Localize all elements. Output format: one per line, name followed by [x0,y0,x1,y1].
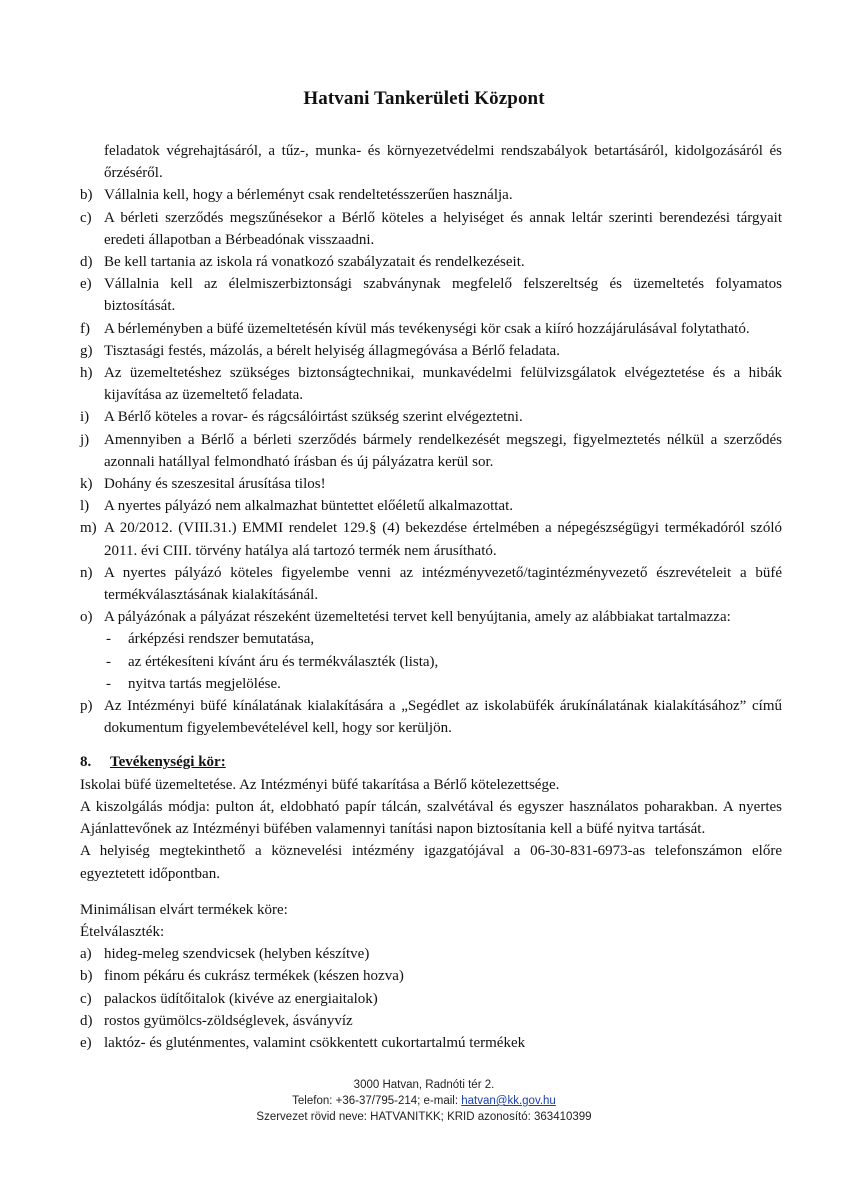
products-intro: Minimálisan elvárt termékek köre: [80,901,288,918]
dash-text: az értékesíteni kívánt áru és termékválaszték (lista), [128,653,439,670]
footer-address: 3000 Hatvan, Radnóti tér 2. [353,1079,495,1091]
item-text: Az Intézményi büfé kínálatának kialakítására a „Segédlet az iskolabüfék árukínálatának kialakításához” című dokumentum figyelembevételével kell, hogy sor kerüljön. [104,698,782,737]
item-label: o) [80,609,93,626]
item-text: rostos gyümölcs-zöldséglevek, ásványvíz [104,1012,353,1029]
list-item [80,606,782,628]
item-label: d) [80,1012,93,1029]
item-text: laktóz- és gluténmentes, valamint csökkentett cukortartalmú termékek [104,1034,526,1051]
list-item [80,251,782,273]
dash-text: nyitva tartás megjelölése. [128,675,281,692]
item-label: i) [80,409,90,426]
list-item [80,517,782,561]
item-label: d) [80,254,93,271]
item-text: A nyertes pályázó nem alkalmazhat büntettet előéletű alkalmazottat. [104,498,513,515]
item-label: a) [80,946,92,963]
item-label: h) [80,365,93,382]
list-item [80,340,782,362]
dash-symbol: - [106,631,111,648]
item-text: finom pékáru és cukrász termékek (készen hozva) [104,968,404,985]
item-text: A bérleti szerződés megszűnésekor a Bérlő köteles a helyiséget és annak leltár szerinti berendezési tárgyait eredeti állapotban a Bérbeadónak visszaadni. [104,209,782,248]
page-title: Hatvani Tankerületi Központ [303,88,545,109]
item-text: Dohány és szeszesital árusítása tilos! [104,476,326,493]
item-label: j) [80,431,90,448]
item-label: b) [80,187,93,204]
email-link[interactable]: hatvan@kk.gov.hu [461,1095,556,1107]
page-footer [0,1077,848,1125]
item-text: Be kell tartania az iskola rá vonatkozó szabályzatait és rendelkezéseit. [104,254,525,271]
item-label: c) [80,990,92,1007]
section-paragraph: A helyiség megtekinthető a köznevelési intézmény igazgatójával a 06-30-831-6973-as telefonszámon előre egyeztetett időpontban. [80,843,782,882]
item-label: c) [80,209,92,226]
item-label: e) [80,276,92,293]
item-label: b) [80,968,93,985]
item-text: palackos üdítőitalok (kivéve az energiaitalok) [104,990,378,1007]
item-label: m) [80,520,97,537]
item-label: f) [80,320,90,337]
item-text: A pályázónak a pályázat részeként üzemeltetési tervet kell benyújtania, amely az alábbiakat tartalmazza: [104,609,731,626]
item-text: A Bérlő köteles a rovar- és rágcsálóirtást szükség szerint elvégeztetni. [104,409,523,426]
item-text: Tisztasági festés, mázolás, a bérelt helyiség állagmegóvása a Bérlő feladata. [104,342,560,359]
list-item [80,362,782,406]
footer-phone: Telefon: +36-37/795-214; e-mail: [292,1095,462,1107]
footer-contact [0,1093,848,1109]
dash-item [80,673,782,695]
item-text: Amennyiben a Bérlő a bérleti szerződés bármely rendelkezését megszegi, figyelmeztetés nélkül a szerződés azonnali hatállyal felmondható írásban és új pályázatra kerül sor. [104,431,782,470]
item-label: k) [80,476,93,493]
item-text: A nyertes pályázó köteles figyelembe venni az intézményvezető/tagintézményvezető észrevételeit a büfé termékválasztásának kialakításánál. [104,564,782,604]
dash-symbol: - [106,653,111,670]
product-item [80,965,782,987]
section-paragraph: Iskolai büfé üzemeltetése. Az Intézményi büfé takarítása a Bérlő kötelezettsége. [80,776,560,793]
list-item [80,562,782,606]
item-label: g) [80,342,93,359]
list-item [80,406,782,428]
item-text: Vállalnia kell az élelmiszerbiztonsági szabványnak megfelelő felszereltség és üzemeltetés folyamatos biztosítását. [104,276,782,315]
footer-org: Szervezet rövid neve: HATVANITKK; KRID azonosító: 363410399 [256,1111,592,1123]
dash-item [80,651,782,673]
section-heading [80,751,782,773]
list-item [80,184,782,206]
section-title: Tevékenységi kör: [110,754,226,771]
product-item [80,1010,782,1032]
list-item [80,429,782,473]
list-item [80,695,782,739]
list-item [80,207,782,251]
section-paragraph: A kiszolgálás módja: pulton át, eldobható papír tálcán, szalvétával és egyszer használatos poharakban. A nyertes Ajánlattevőnek az Intézményi büfében valamennyi tanítási napon biztosítania kell a büfé nyitva tartását. [80,798,782,838]
list-item [80,273,782,317]
products-subheading: Ételválaszték: [80,923,165,940]
item-label: p) [80,698,93,715]
list-item [80,495,782,517]
item-text: Vállalnia kell, hogy a bérleményt csak rendeltetésszerűen használja. [104,187,513,204]
product-item [80,943,782,965]
item-label: l) [80,498,90,515]
dash-item [80,628,782,650]
product-item [80,1032,782,1054]
dash-symbol: - [106,675,111,692]
product-item [80,988,782,1010]
item-label: e) [80,1034,92,1051]
list-item [80,473,782,495]
item-text: A 20/2012. (VIII.31.) EMMI rendelet 129.§ (4) bekezdése értelmében a népegészségügyi termékadóról szóló 2011. évi CIII. törvény hatálya alá tartozó termék nem árusítható. [104,520,782,559]
item-label: n) [80,564,93,581]
item-text: Az üzemeltetéshez szükséges biztonságtechnikai, munkavédelmi felülvizsgálatok elvégeztetése és a hibák kijavítása az üzemeltető feladata. [104,365,782,404]
section-number: 8. [80,754,92,771]
dash-text: árképzési rendszer bemutatása, [128,631,315,648]
document-body [80,140,782,1054]
continuation-text: feladatok végrehajtásáról, a tűz-, munka- és környezetvédelmi rendszabályok betartásáról, kidolgozásáról és őrzéséről. [104,143,782,182]
item-text: A bérleményben a büfé üzemeltetésén kívül más tevékenységi kör csak a kiíró hozzájárulásával folytatható. [104,320,750,337]
list-item [80,318,782,340]
item-text: hideg-meleg szendvicsek (helyben készítve) [104,946,370,963]
